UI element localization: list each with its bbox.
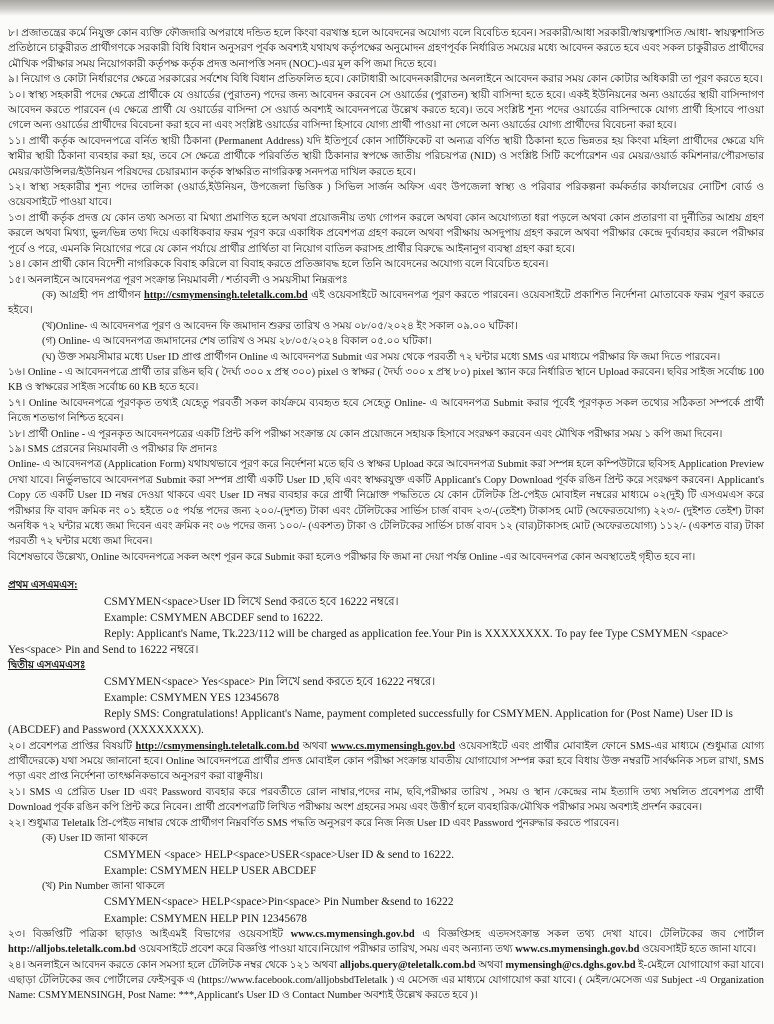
second-sms-reply: Reply SMS: Congratulations! Applicant's Name, payment completed successfully for CSMYMEN. Application for (Post Name) User ID is (ABCDEF) and Password (XXXXXXXX). [8, 708, 733, 737]
item-13: ১৩। প্রার্থী কর্তৃক প্রদত্ত যে কোন তথ্য অসত্য বা মিথ্যা প্রমাণিত হলে অথবা প্রয়োজনীয় তথ্য গোপন করলে অথবা কোন অযোগ্যতা ধরা পড়লে অথবা কোন প্রতারণা বা দুর্নীতির আশ্রয় গ্রহণ করলে অথবা মিথ্যা, ভুল/ভিন্ন তথ্য দিয়ে একাধিকবার ফরম পূরণ করে একাধিক প্রবেশপত্র গ্রহণ করলে অথবা পরীক্ষায় অসদুপায় গ্রহণ করলে অথবা পরীক্ষার কেন্দ্রে দুর্ব্যবহার করলে পরীক্ষার পূর্বে ও পরে, এমনকি নিয়োগের পরে যে কোন পর্যায়ে প্রার্থীর প্রার্থিতা বা নিয়োগ বাতিল করাসহ প্রার্থীর বিরুদ্ধে আইনানুগ ব্যবস্থা গ্রহণ করা হবে। [8, 212, 764, 255]
item-24-text-3: ই-মেইলে যোগাযোগ করা যাবে। এছাড়া টেলিটকের জব পোর্টালের ফেইসবুক এ ( [8, 959, 764, 986]
application-website-url: http://csmymensingh.teletalk.com.bd [144, 289, 308, 301]
item-22-a: (ক) User ID জানা থাকলে [42, 833, 148, 845]
item-24-text: ২৪। অনলাইনে আবেদন করতে কোন সমস্যা হলে টেলিটক নম্বর থেকে ১২১ অথবা [8, 959, 340, 971]
item-19-note: বিশেষভাবে উল্লেখ্য, Online আবেদনপত্রে সকল অংশ পূরন করে Submit করা হলেও পরীক্ষার ফি জমা না দেয়া পর্যন্ত Online -এর আবেদনপত্র কোন অবস্থাতেই গৃহীত হবে না। [8, 551, 696, 563]
teletalk-support-email: alljobs.query@teletalk.com.bd [339, 959, 476, 971]
first-sms-heading: প্রথম এসএমএস: [8, 580, 78, 592]
item-15-c: (গ) Online- এ আবেদনপত্র জমাদানের শেষ তারিখ ও সময় ২৮/০৫/২০২৪ বিকাল ০৫.০০ ঘটিকা। [42, 336, 432, 348]
item-24-text-4: ) এ মেসেজ এর মাধ্যমে যোগাযোগ করা যাবে। ( মেইল/মেসেজ এর Subject -এ Organization Name: CSMYMENSINGH, Post Name: ***,Applicant's User ID ও Contact Number অবশ্যই উল্লেখ করতে হবে )। [8, 974, 764, 1002]
facebook-page-url: https://www.facebook.com/alljobsbdTeletalk [201, 974, 388, 986]
item-14: ১৪। কোন প্রার্থী কোন বিদেশী নাগরিককে বিবাহ করিলে বা বিবাহ করতে প্রতিজ্ঞাবদ্ধ হলে তিনি আবেদনের অযোগ্য বলে বিবেচিত হবেন। [8, 259, 549, 271]
item-8: ৮। প্রজাতন্ত্রের কর্মে নিযুক্ত কোন ব্যক্তি ফৌজদারি অপরাধে দন্ডিত হলে কিংবা বরখাস্ত হলে আবেদনের অযোগ্য বলে বিবেচিত হবেন। সরকারী/আধা সরকারী/স্বায়ত্বশাসিত /আধা- স্বায়ত্বশাসিত প্রতিষ্ঠানে চাকুরীরত প্রার্থীগণকে সরকারী বিধি বিধান অনুসরণ পূর্বক অবশ্যই যথাযথ কর্তৃপক্ষের অনুমোদন গ্রহণপূর্বক নির্ধারিত সময়ের মধ্যে আবেদন করতে হবে এবং সকল চাকুরীরত প্রার্থীদের মৌখিক পরীক্ষার সময় নিয়োগকারী কর্তৃপক্ষ কর্তৃক প্রদত্ত অনাপত্তি সনদ (NOC)-এর মূল কপি জমা দিতে হবে। [8, 28, 764, 70]
help-user-example: Example: CSMYMEN HELP USER ABCDEF [104, 864, 317, 877]
spacer [8, 565, 764, 578]
item-23 [8, 927, 764, 958]
item-15-a [8, 288, 764, 319]
item-15-a-text-2: এই ওয়েবসাইটে আবেদনপত্র পূরণ করতে পারবেন। ওয়েবসাইটে প্রকাশিত নির্দেশনা মোতাবেক ফরম পূরণ করতে হইবে। [8, 289, 764, 317]
item-21: ২১। SMS এ প্রেরিত User ID এবং Password ব্যবহার করে পরবর্তীতে রোল নাম্বার,পদের নাম, ছবি,পরীক্ষার তারিখ , সময় ও স্থান /কেন্দ্রের নাম ইত্যাদি তথ্য সম্বলিত প্রবেশপত্র প্রার্থী Download পূর্বক রঙিন কপি প্রিন্ট করে নিবেন। প্রার্থী প্রবেশপত্রটি লিখিত পরীক্ষায় অংশ গ্রহনের সময় এবং উত্তীর্ণ হলে ব্যবহারিক/মৌখিক পরীক্ষার সময় অবশ্যই প্রদর্শন করবেন। [8, 786, 764, 814]
item-22-b: (খ) Pin Number জানা থাকলে [42, 880, 165, 892]
item-23-text-2: এ বিজ্ঞপ্তিসহ এতদসংক্রান্ত সকল তথ্য দেখা যাবে। টেলিটকের জব পোর্টাল [414, 928, 764, 940]
help-pin-example: Example: CSMYMEN HELP PIN 12345678 [104, 912, 307, 925]
scan-edge-shadow [0, 0, 774, 16]
second-sms-command: CSMYMEN<space> Yes<space> Pin লিখে send করতে হবে 16222 নম্বরে। [104, 675, 436, 688]
second-sms-example: Example: CSMYMEN YES 12345678 [104, 692, 279, 705]
help-pin-command: CSMYMEN<space> HELP<space>Pin<space> Pin Number &send to 16222 [104, 896, 454, 909]
item-23-text-3: ওয়েবসাইটে প্রবেশ করে বিজ্ঞপ্তি পাওয়া যাবে।নিয়োগ পরীক্ষার তারিখ, সময় এবং অন্যান্য তথ্য [135, 944, 516, 956]
item-19-body: Online- এ আবেদনপত্র (Application Form) যথাযথভাবে পূরণ করে নির্দেশনা মতে ছবি ও স্বাক্ষর Upload করে আবেদনপত্র Submit করা সম্পন্ন হলে কম্পিউটারে ছবিসহ Application Preview দেখা যাবে। নির্ভুলভাবে আবেদনপত্র Submit করা সম্পন্ন প্রার্থী একটি User ID ,ছবি এবং স্বাক্ষরযুক্ত একটি Applicant's Copy Download পূর্বক রঙিন প্রিন্ট করে সংরক্ষণ করবেন। Applicant's Copy তে একটি User ID নম্বর দেওয়া থাকবে এবং User ID নম্বর ব্যবহার করে প্রার্থী নিম্নোক্ত পদ্ধতিতে যে কোন টেলিটক প্রি-পেইড মোবাইল নম্বরের মাধ্যমে ০২(দুই) টি এসএমএস করে পরীক্ষার ফি বাবদ ক্রমিক নং ০১ হইতে ০৫ পর্যন্ত পদের জন্য ২০০/-(দুশত) টাকা এবং টেলিটকের সার্ভিস চার্জ বাবদ ২৩/-(তেইশ) টাকাসহ মোট (অফেরতযোগ্য) ২২৩/- (দুইশত তেইশ) টাকা অনধিক ৭২ ঘন্টার মধ্যে জমা দিবেন এবং ক্রমিক নং ০৬ পদের জন্য ১০০/- (একশত) টাকা ও টেলিটকের সার্ভিস চার্জ বাবদ ১২ (বার)টাকাসহ মোট (অফেরতযোগ্য) ১১২/- (একশত বার) টাকা পরবর্তী ৭২ ঘন্টার মধ্যে জমা দিবেন। [8, 459, 764, 548]
item-20-text-3: ওয়েবসাইটে এবং প্রার্থীর মোবাইল ফোনে SMS-এর মাধ্যমে (শুধুমাত্র যোগ্য প্রার্থীদেরকে) যথা সময়ে জানানো হবে। Online আবেদনপত্রে প্রার্থীর প্রদত্ত মোবাইল কোন পরীক্ষা সংক্রান্ত যাবতীয় যোগাযোগ সম্পন্ন করা হবে বিধায় উক্ত নম্বরটি সার্বক্ষনিক সচল রাখা, SMS পড়া এবং প্রাপ্ত নির্দেশনা তাৎক্ষনিকভাবে অনুসরণ করা বাঞ্ছনীয়। [8, 740, 764, 783]
item-23-text-4: ওয়েবসাইট হতে জানা যাবে। [639, 944, 757, 956]
item-20-text: ২০। প্রবেশপত্র প্রাপ্তির বিষয়টি [8, 740, 136, 752]
item-9: ৯। নিয়োগ ও কোটা নির্ধারণের ক্ষেত্রে সরকারের সর্বশেষ বিধি বিধান প্রতিফলিত হবে। কোটাধারী আবেদনকারীদের অনলাইনে আবেদন করার সময় কোন কোটার অধিকারী তা পূরণ করতে হবে। [8, 74, 763, 86]
alljobs-portal-url: http://alljobs.teletalk.com.bd [8, 944, 136, 956]
item-22: ২২। শুধুমাত্র Teletalk প্রি-পেইড নাম্বার থেকে প্রার্থীগণ নিম্নবর্ণিত SMS পদ্ধতি অনুসরণ করে নিজ নিজ User ID এবং Password পুনরুদ্ধার করতে পারবেন। [8, 817, 620, 829]
notice-website-url: www.cs.mymensingh.gov.bd [290, 928, 415, 940]
handwritten-signature-icon [340, 1020, 432, 1024]
first-sms-command: CSMYMEN<space>User ID লিখে Send করতে হবে 16222 নম্বরে। [104, 595, 399, 608]
item-20 [8, 739, 764, 785]
item-15-d: (ঘ) উক্ত সময়সীমার মধ্যে User ID প্রাপ্ত প্রার্থীগন Online এ আবেদনপত্র Submit এর সময় থেকে পরবর্তী ৭২ ঘন্টার মধ্যে SMS এর মাধ্যমে পরীক্ষার ফি জমা দিতে পারবেন। [42, 351, 721, 363]
item-18: ১৮। প্রার্থী Online - এ পূরনকৃত আবেদনপত্রের একটি প্রিন্ট কপি পরীক্ষা সংক্রান্ত যে কোন প্রয়োজনে সহায়ক হিসাবে সংরক্ষণ করবেন এবং মৌখিক পরীক্ষার সময় ১ কপি জমা দিবেন। [8, 428, 723, 440]
exam-info-website-url: www.cs.mymensingh.gov.bd [515, 944, 640, 956]
signature-area [8, 1020, 764, 1024]
help-user-command: CSMYMEN <space> HELP<space>USER<space>User ID & send to 16222. [104, 848, 455, 861]
item-11: ১১। প্রার্থী কর্তৃক আবেদনপত্রে বর্নিত স্থায়ী ঠিকানা (Permanent Address) যদি ইতিপূর্বে কোন সার্টিফিকেট বা অন্যত্র বর্ণিত স্থায়ী ঠিকানা হতে ভিন্নতর হয় কিংবা মহিলা প্রার্থীদের ক্ষেত্রে যদি স্বামীর স্থায়ী ঠিকানা ব্যবহার করা হয়, তবে সে ক্ষেত্রে প্রার্থীকে পরিবর্তিত স্থায়ী ঠিকানার স্বপক্ষে জাতীয় পরিচয়পত্র (NID) ও সংশ্লিষ্ট সিটি কর্পোরেশন এর মেয়র/ওয়ার্ড কমিশনার/পৌরসভার মেয়র/কাউন্সিলর/ইউনিয়ন পরিষদের চেয়ারম্যান কর্তৃক স্বাক্ষরিত নাগরিকত্ব সনদপত্র দাখিল করতে হবে। [8, 135, 764, 178]
item-15-b: (খ)Online- এ আবেদনপত্র পূরণ ও আবেদন ফি জমাদান শুরুর তারিখ ও সময় ০৮/০৫/২০২৪ ইং সকাল ০৯.০০ ঘটিকা। [42, 320, 518, 332]
admit-card-website-url: http://csmymensingh.teletalk.com.bd [135, 740, 300, 752]
item-23-text: ২৩। বিজ্ঞপ্তিটি পত্রিকা ছাড়াও আইএমই বিভাগের ওয়েবসাইট [8, 928, 291, 940]
second-sms-heading: দ্বিতীয় এসএমএসঃ [8, 660, 86, 672]
item-12: ১২। স্বাস্থ্য সহকারীর শূন্য পদের তালিকা (ওয়ার্ড,ইউনিয়ন, উপজেলা ভিত্তিক ) সিভিল সার্জন অফিস এবং উপজেলা স্বাস্থ্য ও পরিবার পরিকল্পনা কর্মকর্তার কার্যালয়ের নোটিশ বোর্ড ও ওয়েবসাইটে পাওয়া যাবে। [8, 182, 764, 209]
item-24 [8, 958, 764, 1004]
item-15: ১৫। অনলাইনে আবেদনপত্র পূরণ সংক্রান্ত নিয়মাবলী / শর্তাবলী ও সময়সীমা নিম্নরূপঃ [8, 274, 348, 286]
first-sms-reply: Reply: Applicant's Name, Tk.223/112 will be charged as application fee.Your Pin is XXXXXXXX. To pay fee Type CSMYMEN <space> Yes<space> Pin and Send to 16222 নম্বরে। [8, 628, 729, 657]
item-20-text-2: অথবা [299, 740, 331, 752]
item-24-text-2: অথবা [475, 959, 506, 971]
item-15-a-text: (ক) আগ্রহী পদ প্রার্থীগন [42, 289, 145, 301]
item-16: ১৬। Online - এ আবেদনপত্রে প্রার্থী তার রঙিন ছবি ( দৈর্ঘ্য ৩০০ x প্রস্থ ৩০০) pixel ও স্বাক্ষর ( দৈর্ঘ্য ৩০০ x প্রস্থ ৮০) pixel স্ক্যান করে নির্ধারিত স্থানে Upload করবেন। ছবির সাইজ সর্বোচ্চ 100 KB ও স্বাক্ষরের সাইজ সর্বোচ্চ 60 KB হতে হবে। [8, 366, 764, 394]
item-19: ১৯। SMS প্রেরনের নিয়মাবলী ও পরীক্ষার ফি প্রদানঃ [8, 443, 218, 455]
mymensingh-support-email: mymensingh@cs.dghs.gov.bd [505, 959, 636, 971]
first-sms-example: Example: CSMYMEN ABCDEF send to 16222. [104, 611, 324, 624]
civil-surgeon-website-url: www.cs.mymensingh.gov.bd [330, 740, 456, 752]
item-10: ১০। স্বাস্থ্য সহকারী পদের ক্ষেত্রে প্রার্থীকে যে ওয়ার্ডের (পুরাতন) পদের জন্য আবেদন করবেন সে ওয়ার্ডের (পুরাতন) স্থায়ী বাসিন্দা হতে হবে। একই ইউনিয়নের অন্য ওয়ার্ডের স্থায়ী বাসিন্দাগণ আবেদন করতে পারবেন (এ ক্ষেত্রে প্রার্থী যে ওয়ার্ডের বাসিন্দা সে ওয়ার্ড অবশ্যই আবেদনপত্রে উল্লেখ করতে হবে)। তবে সংশ্লিষ্ট শূন্য পদের ওয়ার্ডের বাসিন্দাকে যোগ্য প্রার্থী হিসাবে পাওয়া গেলে অন্য ওয়ার্ডের প্রার্থীদের বিবেচনা করা হবে না এবং সংশ্লিষ্ট ওয়ার্ডের বাসিন্দা হিসাবে যোগ্য প্রার্থী পাওয়া না গেলে অন্য ওয়ার্ডের যোগ্য প্রার্থীদের বিবেচনা করা হবে। [8, 89, 764, 132]
item-17: ১৭। Online আবেদনপত্রে পূরণকৃত তথ্যই যেহেতু পরবর্তী সকল কার্যক্রমে ব্যবহৃত হবে সেহেতু Online- এ আবেদনপত্র Submit করার পূর্বেই পূরণকৃত সকল তথ্যের সঠিকতা সম্পর্কে প্রার্থী নিজে শতভাগ নিশ্চিত হবেন। [8, 397, 764, 425]
